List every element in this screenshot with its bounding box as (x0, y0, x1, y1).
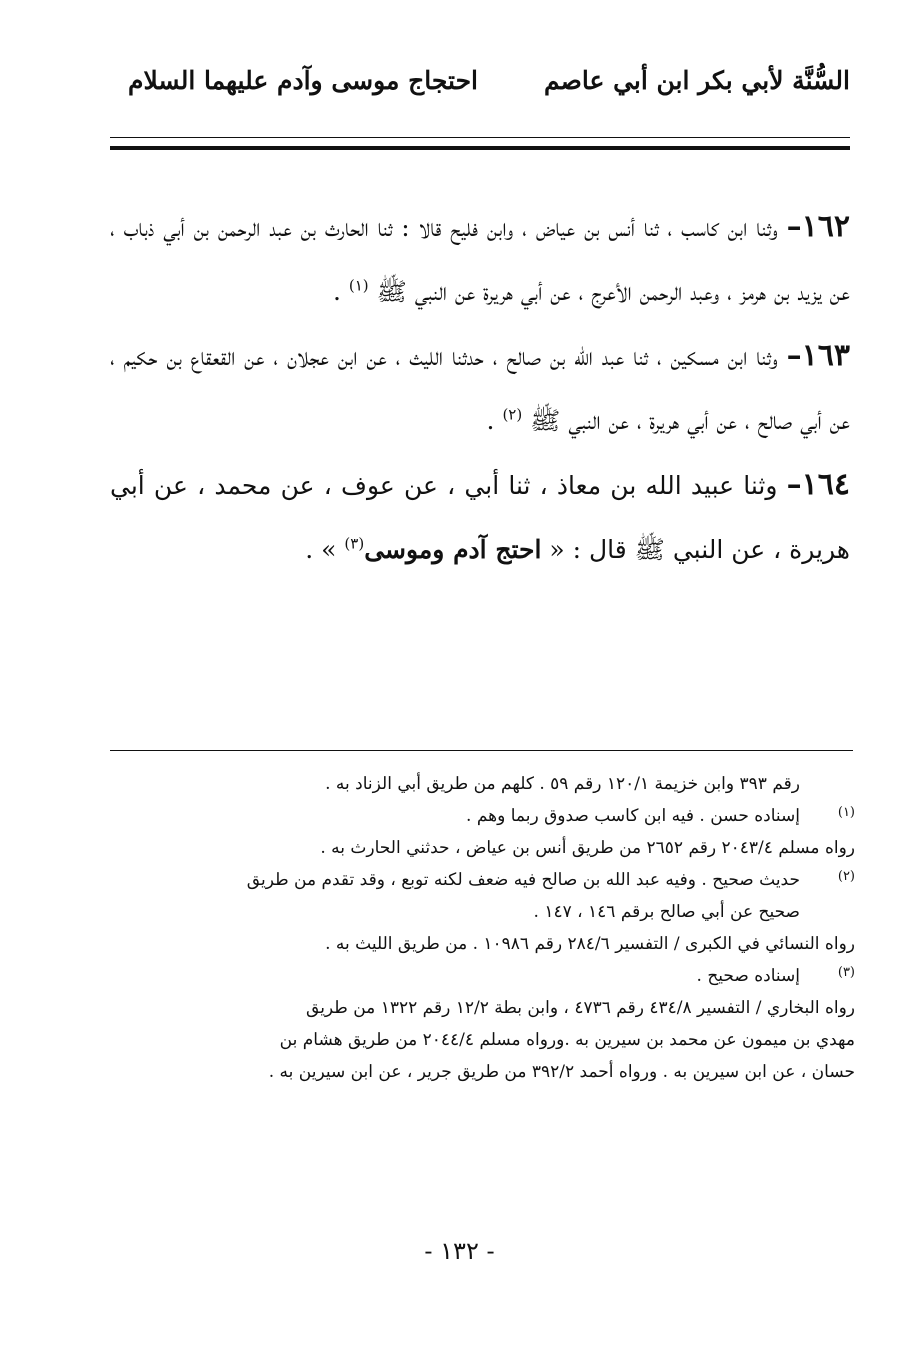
hadith-end: . (486, 406, 503, 435)
hadith-text: وثنا عبيد الله بن معاذ ، ثنا أبي ، عن عوف ، عن محمد ، عن أبي هريرة ، عن النبي ﷺ قال : « (110, 471, 850, 564)
page-number: - ١٣٢ - (424, 1237, 495, 1265)
hadith-text: وثنا ابن كاسب ، ثنا أنس بن عياض ، وابن فليح قالا : ثنا الحارث بن عبد الرحمن بن أبي ذباب ، عن يزيد بن هرمز ، وعبد الرحمن الأعرج ، عن أبي هريرة عن النبي ﷺ (110, 213, 850, 306)
footnote-line (110, 1024, 855, 1056)
footnote-text: إسناده صحيح . (696, 966, 800, 986)
book-title: السُّنَّة لأبي بكر ابن أبي عاصم (543, 66, 850, 95)
footnote-label: (٢) (837, 869, 855, 884)
footnote-text: حسان ، عن ابن سيرين به . ورواه أحمد ٣٩٢/٢ من طريق جرير ، عن ابن سيرين به . (268, 1062, 855, 1082)
footnote-line (110, 864, 855, 896)
footnote-rule (110, 750, 853, 751)
footnotes (110, 768, 855, 1088)
footnote-text: حديث صحيح . وفيه عبد الله بن صالح فيه ضعف لكنه توبع ، وقد تقدم من طريق (246, 870, 800, 890)
footnote-line (110, 1056, 855, 1088)
footnote-text: إسناده حسن . فيه ابن كاسب صدوق ربما وهم . (466, 806, 800, 826)
hadith-number: ١٦٤– (786, 467, 850, 502)
footnote-label: (١) (837, 805, 855, 820)
footnote-label: (٣) (837, 965, 855, 980)
chapter-title: احتجاج موسى وآدم عليهما السلام (128, 66, 478, 95)
footnote-line (110, 832, 855, 864)
footnote-line (110, 896, 855, 928)
hadith-number: ١٦٣– (786, 338, 850, 373)
header-rule-thin (110, 137, 850, 138)
footnote-line (110, 800, 855, 832)
footnote-text: رواه النسائي في الكبرى / التفسير ٢٨٤/٦ رقم ١٠٩٨٦ . من طريق الليث به . (325, 934, 855, 954)
footnote-text: صحيح عن أبي صالح برقم ١٤٦ ، ١٤٧ . (533, 902, 800, 922)
footnote-line (110, 928, 855, 960)
hadith-number: ١٦٢– (786, 209, 850, 244)
footnote-ref: (٣) (344, 534, 365, 553)
hadith-164 (110, 453, 850, 582)
footnote-text: مهدي بن ميمون عن محمد بن سيرين به .ورواه مسلم ٢٠٤٤/٤ من طريق هشام بن (279, 1030, 855, 1050)
footnote-ref: (٢) (502, 405, 523, 424)
footnote-text: رواه مسلم ٢٠٤٣/٤ رقم ٢٦٥٢ من طريق أنس بن عياض ، حدثني الحارث به . (320, 838, 855, 858)
footnote-text: رواه البخاري / التفسير ٤٣٤/٨ رقم ٤٧٣٦ ، وابن بطة ١٢/٢ رقم ١٣٢٢ من طريق (306, 998, 855, 1018)
hadith-end: » . (305, 535, 337, 564)
hadith-162 (110, 195, 850, 324)
footnote-line (110, 768, 855, 800)
hadith-end: . (332, 277, 349, 306)
footnote-ref: (١) (348, 276, 369, 295)
main-text (110, 195, 850, 582)
footnote-line (110, 960, 855, 992)
hadith-text: وثنا ابن مسكين ، ثنا عبد الله بن صالح ، حدثنا الليث ، عن ابن عجلان ، عن القعقاع بن حكيم ، عن أبي صالح ، عن أبي هريرة ، عن النبي ﷺ (110, 342, 850, 435)
hadith-163 (110, 324, 850, 453)
header-rule-thick (110, 146, 850, 150)
hadith-matn: احتج آدم وموسى (364, 535, 542, 564)
footnote-text: رقم ٣٩٣ وابن خزيمة ١٢٠/١ رقم ٥٩ . كلهم من طريق أبي الزناد به . (325, 774, 800, 794)
page-header (110, 62, 850, 112)
footnote-line (110, 992, 855, 1024)
